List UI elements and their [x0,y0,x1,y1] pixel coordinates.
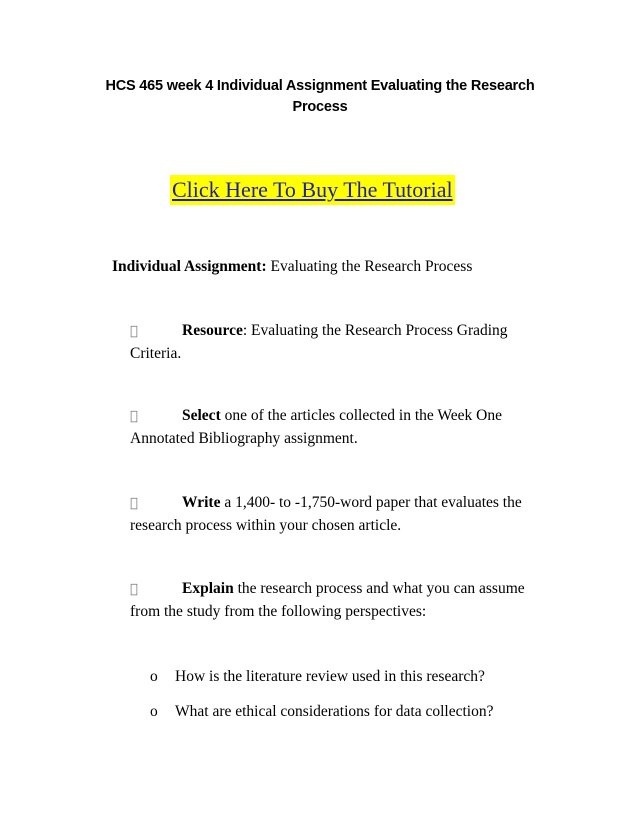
sub-item-marker: o [150,703,158,720]
bullet-text: a 1,400- to -1,750-word paper that evaluates the [220,494,522,511]
bullet-keyword: Write [182,494,221,511]
bullet-text-continued: Criteria. [130,344,182,361]
buy-tutorial-link[interactable]: Click Here To Buy The Tutorial [170,175,455,205]
bullet-icon [130,579,182,601]
assignment-heading-text: Evaluating the Research Process [266,258,473,275]
bullet-text-continued: Annotated Bibliography assignment. [130,429,358,446]
title-line-2: Process [292,99,348,115]
bullet-text: one of the articles collected in the Week One [220,407,502,424]
bullet-explain [130,578,560,623]
bullet-icon [130,406,182,428]
bullet-text-continued: from the study from the following perspectives: [130,602,427,619]
bullet-keyword: Resource [182,322,243,339]
bullet-text: : Evaluating the Research Process Grading [242,322,508,339]
sub-item-marker: o [150,668,158,685]
sub-item-text: What are ethical considerations for data collection? [175,703,494,720]
sub-item-ethical-considerations [150,701,493,723]
bullet-icon [130,321,182,343]
bullet-keyword: Select [182,407,221,424]
bullet-text: the research process and what you can assume [233,580,525,597]
assignment-heading-label: Individual Assignment: [112,258,267,275]
document-title [90,76,550,118]
sub-item-text: How is the literature review used in this research? [175,668,485,685]
bullet-keyword: Explain [182,580,234,597]
bullet-resource [130,320,560,365]
assignment-heading [112,257,472,277]
bullet-select [130,405,560,450]
sub-item-literature-review [150,666,485,688]
bullet-icon [130,493,182,515]
bullet-write [130,492,560,537]
bullet-text-continued: research process within your chosen article. [130,516,402,533]
title-line-1: HCS 465 week 4 Individual Assignment Evaluating the Research [105,78,535,94]
